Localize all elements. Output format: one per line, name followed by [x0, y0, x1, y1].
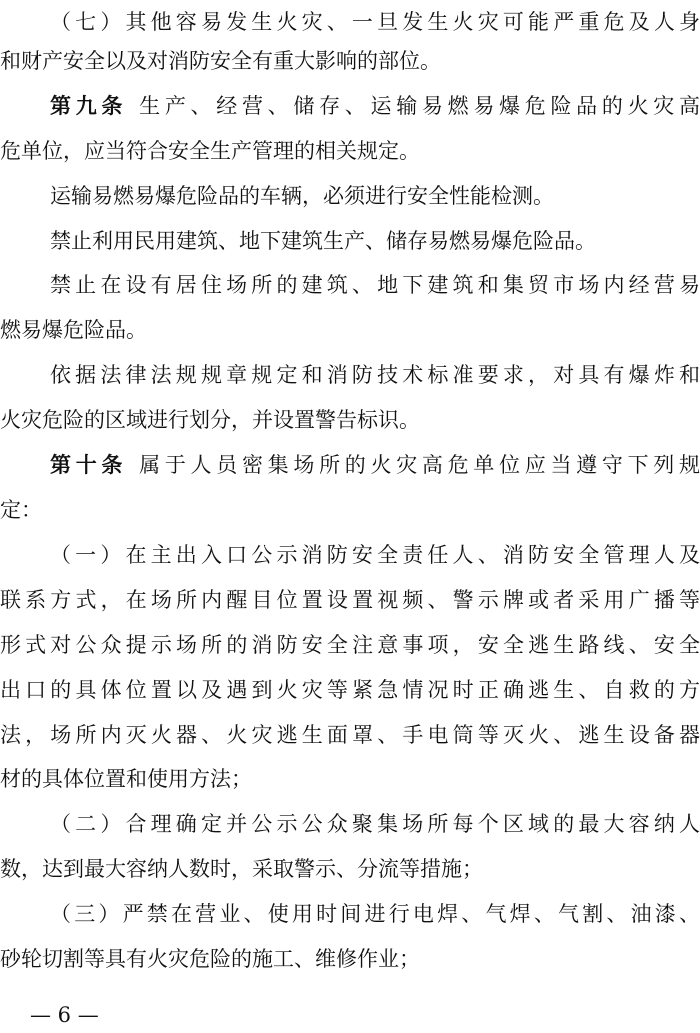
text-line — [0, 625, 700, 665]
text-span: 数，达到最大容纳人数时，采取警示、分流等措施； — [0, 857, 483, 881]
text-span: 禁止在设有居住场所的建筑、地下建筑和集贸市场内经营易 — [50, 273, 700, 297]
text-line — [0, 759, 700, 799]
text-span: （三）严禁在营业、使用时间进行电焊、气焊、气割、油漆、 — [50, 902, 700, 926]
text-span: 生产、经营、储存、运输易燃易爆危险品的火灾高 — [139, 94, 700, 118]
text-line — [0, 41, 700, 81]
text-span: 燃易爆危险品。 — [0, 318, 147, 342]
text-span: 运输易燃易爆危险品的车辆，必须进行安全性能检测。 — [50, 184, 554, 208]
text-span: 危单位，应当符合安全生产管理的相关规定。 — [0, 139, 420, 163]
text-span: 形式对公众提示场所的消防安全注意事项，安全逃生路线、安全 — [0, 633, 700, 657]
text-line — [0, 355, 700, 395]
text-line — [0, 670, 700, 710]
text-span: 和财产安全以及对消防安全有重大影响的部位。 — [0, 49, 441, 73]
text-span: 联系方式，在场所内醒目位置设置视频、警示牌或者采用广播等 — [0, 588, 700, 612]
text-span: （二）合理确定并公示公众聚集场所每个区域的最大容纳人 — [50, 812, 700, 836]
text-line — [0, 715, 700, 755]
text-line — [0, 490, 700, 530]
text-line — [0, 176, 700, 216]
text-span: （一）在主出入口公示消防安全责任人、消防安全管理人及 — [50, 543, 700, 567]
text-line — [0, 221, 700, 261]
text-span: 火灾危险的区域进行划分，并设置警告标识。 — [0, 408, 420, 432]
text-span: 砂轮切割等具有火灾危险的施工、维修作业； — [0, 947, 420, 971]
text-line — [0, 535, 700, 575]
text-line — [0, 894, 700, 934]
page-number: — 6 — — [30, 1003, 99, 1027]
article-9-line — [0, 86, 700, 126]
text-span: （七）其他容易发生火灾、一旦发生火灾可能严重危及人身 — [50, 10, 700, 34]
text-span: 材的具体位置和使用方法； — [0, 767, 252, 791]
text-line — [0, 265, 700, 305]
text-line — [0, 2, 700, 42]
text-line — [0, 131, 700, 171]
text-span: 定： — [0, 498, 42, 522]
text-line — [0, 939, 700, 979]
text-span: 属于人员密集场所的火灾高危单位应当遵守下列规 — [139, 453, 700, 477]
text-line — [0, 310, 700, 350]
article-10-heading: 第十条 — [50, 453, 128, 477]
text-line — [0, 804, 700, 844]
article-10-line — [0, 445, 700, 485]
article-9-heading: 第九条 — [50, 94, 128, 118]
text-line — [0, 580, 700, 620]
text-span: 依据法律法规规章规定和消防技术标准要求，对具有爆炸和 — [50, 363, 700, 387]
text-span: 禁止利用民用建筑、地下建筑生产、储存易燃易爆危险品。 — [50, 229, 596, 253]
text-line — [0, 849, 700, 889]
text-span: 出口的具体位置以及遇到火灾等紧急情况时正确逃生、自救的方 — [0, 678, 700, 702]
text-span: 法，场所内灭火器、火灾逃生面罩、手电筒等灭火、逃生设备器 — [0, 723, 700, 747]
text-line — [0, 400, 700, 440]
